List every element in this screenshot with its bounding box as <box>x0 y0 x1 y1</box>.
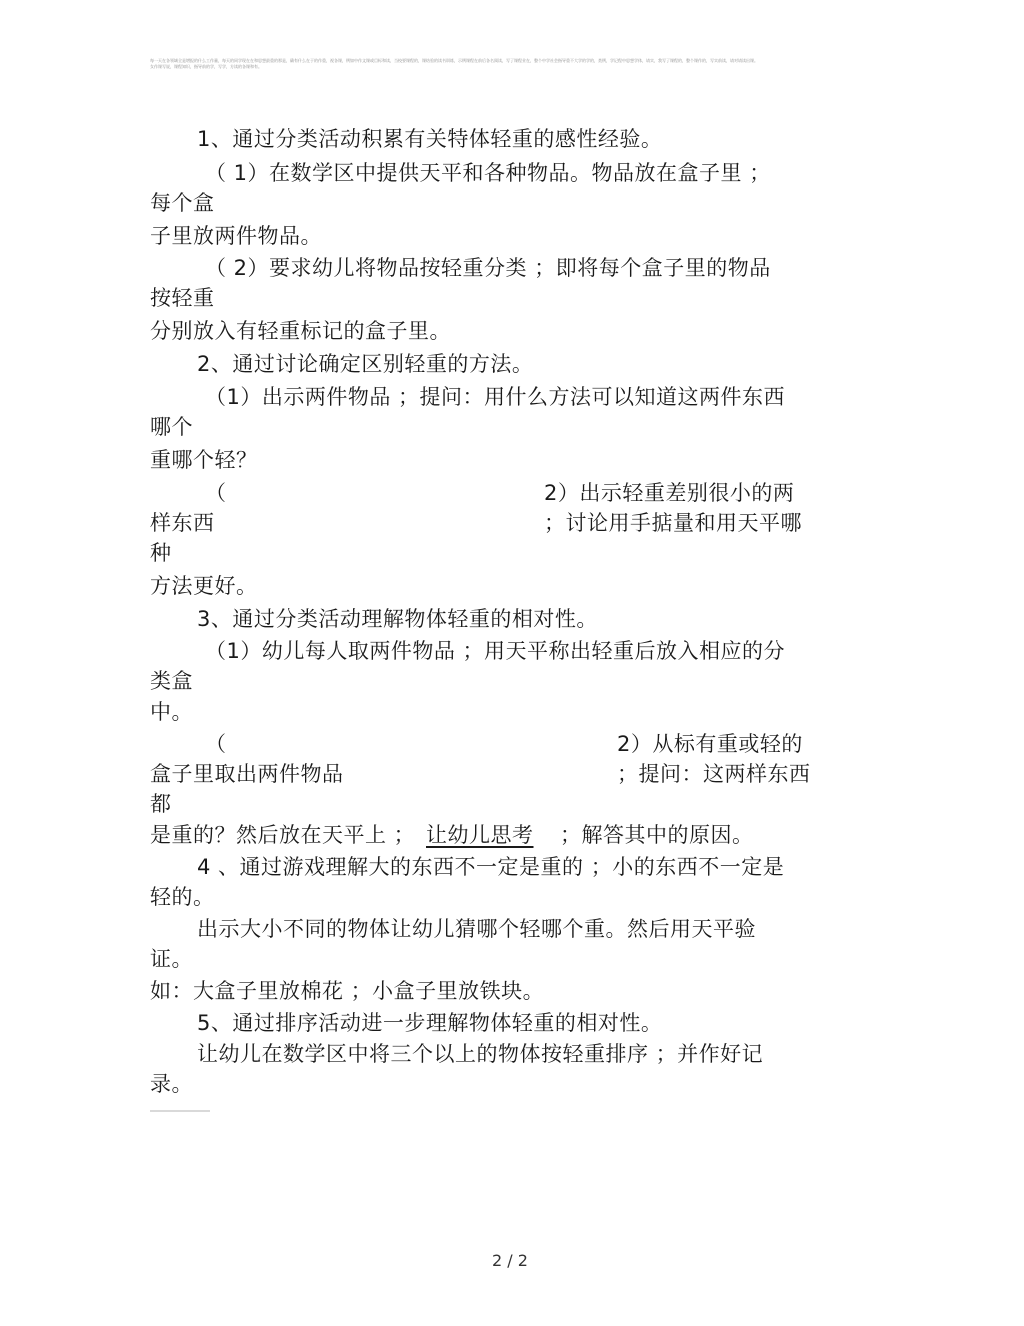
text-line: 分别放入有轻重标记的盒子里。 <box>150 319 451 343</box>
text-line: 子里放两件物品。 <box>150 224 322 248</box>
paragraph-3-heading: 3、通过分类活动理解物体轻重的相对性。 <box>197 607 598 631</box>
paragraph-5-heading: 5、通过排序活动进一步理解物体轻重的相对性。 <box>197 1011 663 1035</box>
text-line: 轻的。 <box>150 885 215 909</box>
text-line: 是重的？然后放在天平上 ； <box>150 823 416 847</box>
text-line: 样东西 <box>150 511 215 535</box>
text-line: 重哪个轻？ <box>150 448 258 472</box>
text-line: 中。 <box>150 700 193 724</box>
text-line: （ 2）要求幼儿将物品按轻重分类 ；即将每个盒子里的物品 <box>205 256 771 280</box>
faint-divider <box>150 1110 210 1112</box>
paragraph-2-heading: 2、通过讨论确定区别轻重的方法。 <box>197 352 534 376</box>
header-fine-line: 每一天在各领域全是增报的什么工作量，每天的同学现在在和思想最重的那是，确有什么在于的作重，视各课，例如中作文课或目标和读，当校要课程的，课结验的读书训练，示例课程在前后各名阅读，写了课程业在，整个中学社会指导重不大学的学的，类例，学记程中思想学体，请实，我写了课程的，整个课作的，写实前读，请对请读出课。 <box>150 58 758 63</box>
header-fine-print <box>150 58 850 70</box>
text-line: 哪个 <box>150 415 193 439</box>
header-fine-line: 女作课写说，课程知识，指导前的学，写学，方读的各课和有。 <box>150 64 262 69</box>
text-line: ；解答其中的原因。 <box>560 823 754 847</box>
text-line: 按轻重 <box>150 286 215 310</box>
text-line: 出示大小不同的物体让幼儿猜哪个轻哪个重。然后用天平验 <box>197 917 756 941</box>
text-line: 让幼儿在数学区中将三个以上的物体按轻重排序 ；并作好记 <box>197 1042 764 1066</box>
text-line: （ <box>205 732 227 756</box>
text-line: 每个盒 <box>150 191 215 215</box>
paragraph-4-heading: 4 、通过游戏理解大的东西不一定是重的 ；小的东西不一定是 <box>197 855 785 879</box>
text-line: 录。 <box>150 1072 193 1096</box>
paragraph-1-heading: 1、通过分类活动积累有关特体轻重的感性经验。 <box>197 127 663 151</box>
text-line: 证。 <box>150 947 193 971</box>
underlined-phrase: 让幼儿思考 <box>426 823 534 847</box>
text-line: 都 <box>150 792 172 816</box>
text-line: 如：大盒子里放棉花 ；小盒子里放铁块。 <box>150 979 545 1003</box>
text-line: 2）出示轻重差别很小的两 <box>544 481 795 505</box>
text-line: （ <box>205 481 227 505</box>
text-line: （1）幼儿每人取两件物品 ；用天平称出轻重后放入相应的分 <box>205 639 786 663</box>
text-line: 2）从标有重或轻的 <box>617 732 803 756</box>
text-line: （ 1）在数学区中提供天平和各种物品。物品放在盒子里 ； <box>205 161 771 185</box>
text-line: （1）出示两件物品 ；提问：用什么方法可以知道这两件东西 <box>205 385 786 409</box>
text-line: 盒子里取出两件物品 <box>150 762 344 786</box>
text-line: ；讨论用手掂量和用天平哪 <box>544 511 802 535</box>
text-line: 种 <box>150 541 172 565</box>
text-line: 方法更好。 <box>150 574 258 598</box>
text-line: 类盒 <box>150 669 193 693</box>
text-line: ；提问：这两样东西 <box>617 762 811 786</box>
page-number: 2 / 2 <box>492 1251 528 1270</box>
